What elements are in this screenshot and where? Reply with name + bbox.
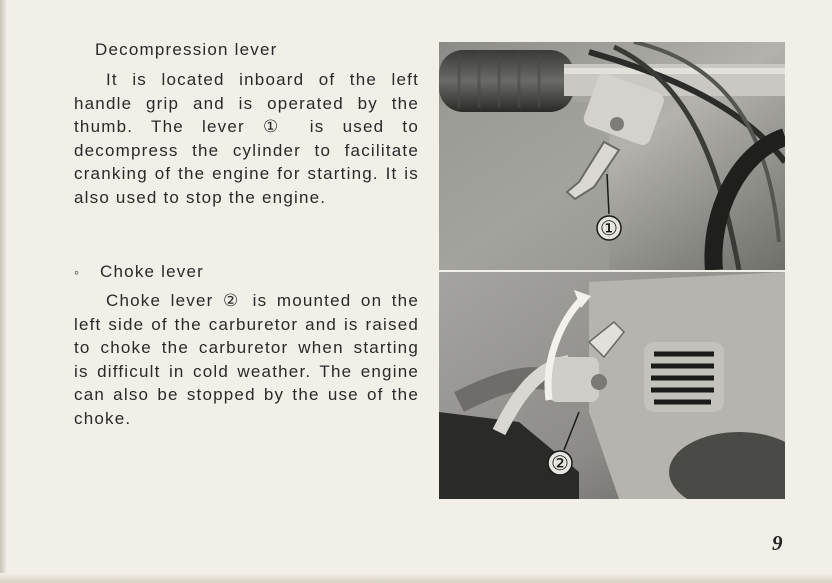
- callout-1-label: ①: [600, 218, 618, 240]
- choke-lever-heading-line: [74, 262, 204, 282]
- decompression-lever-photo: [439, 42, 785, 270]
- choke-lever-heading: Choke lever: [100, 262, 204, 281]
- page-bottom-edge: [0, 573, 832, 583]
- decompression-lever-text: It is located inboard of the left handle grip and is operated by the thumb. The lever ① is used to decompress the cylinder to facilitate cranking of the engine for starting. It is also used to stop the engine.: [74, 70, 419, 207]
- choke-lever-paragraph: [74, 289, 419, 431]
- decompression-lever-heading: Decompression lever: [95, 40, 278, 59]
- page-number: 9: [772, 531, 783, 555]
- decompression-lever-paragraph: [74, 68, 419, 210]
- choke-lever-text: Choke lever ② is mounted on the left side of the carburetor and is raised to choke the carburetor when starting is difficult in cold weather. The engine can also be stopped by the use of the choke.: [74, 291, 419, 428]
- bullet-icon: ◦: [74, 264, 81, 280]
- choke-lever-photo: [439, 272, 785, 499]
- page-binding-edge: [0, 0, 6, 583]
- callout-2-label: ②: [551, 453, 569, 475]
